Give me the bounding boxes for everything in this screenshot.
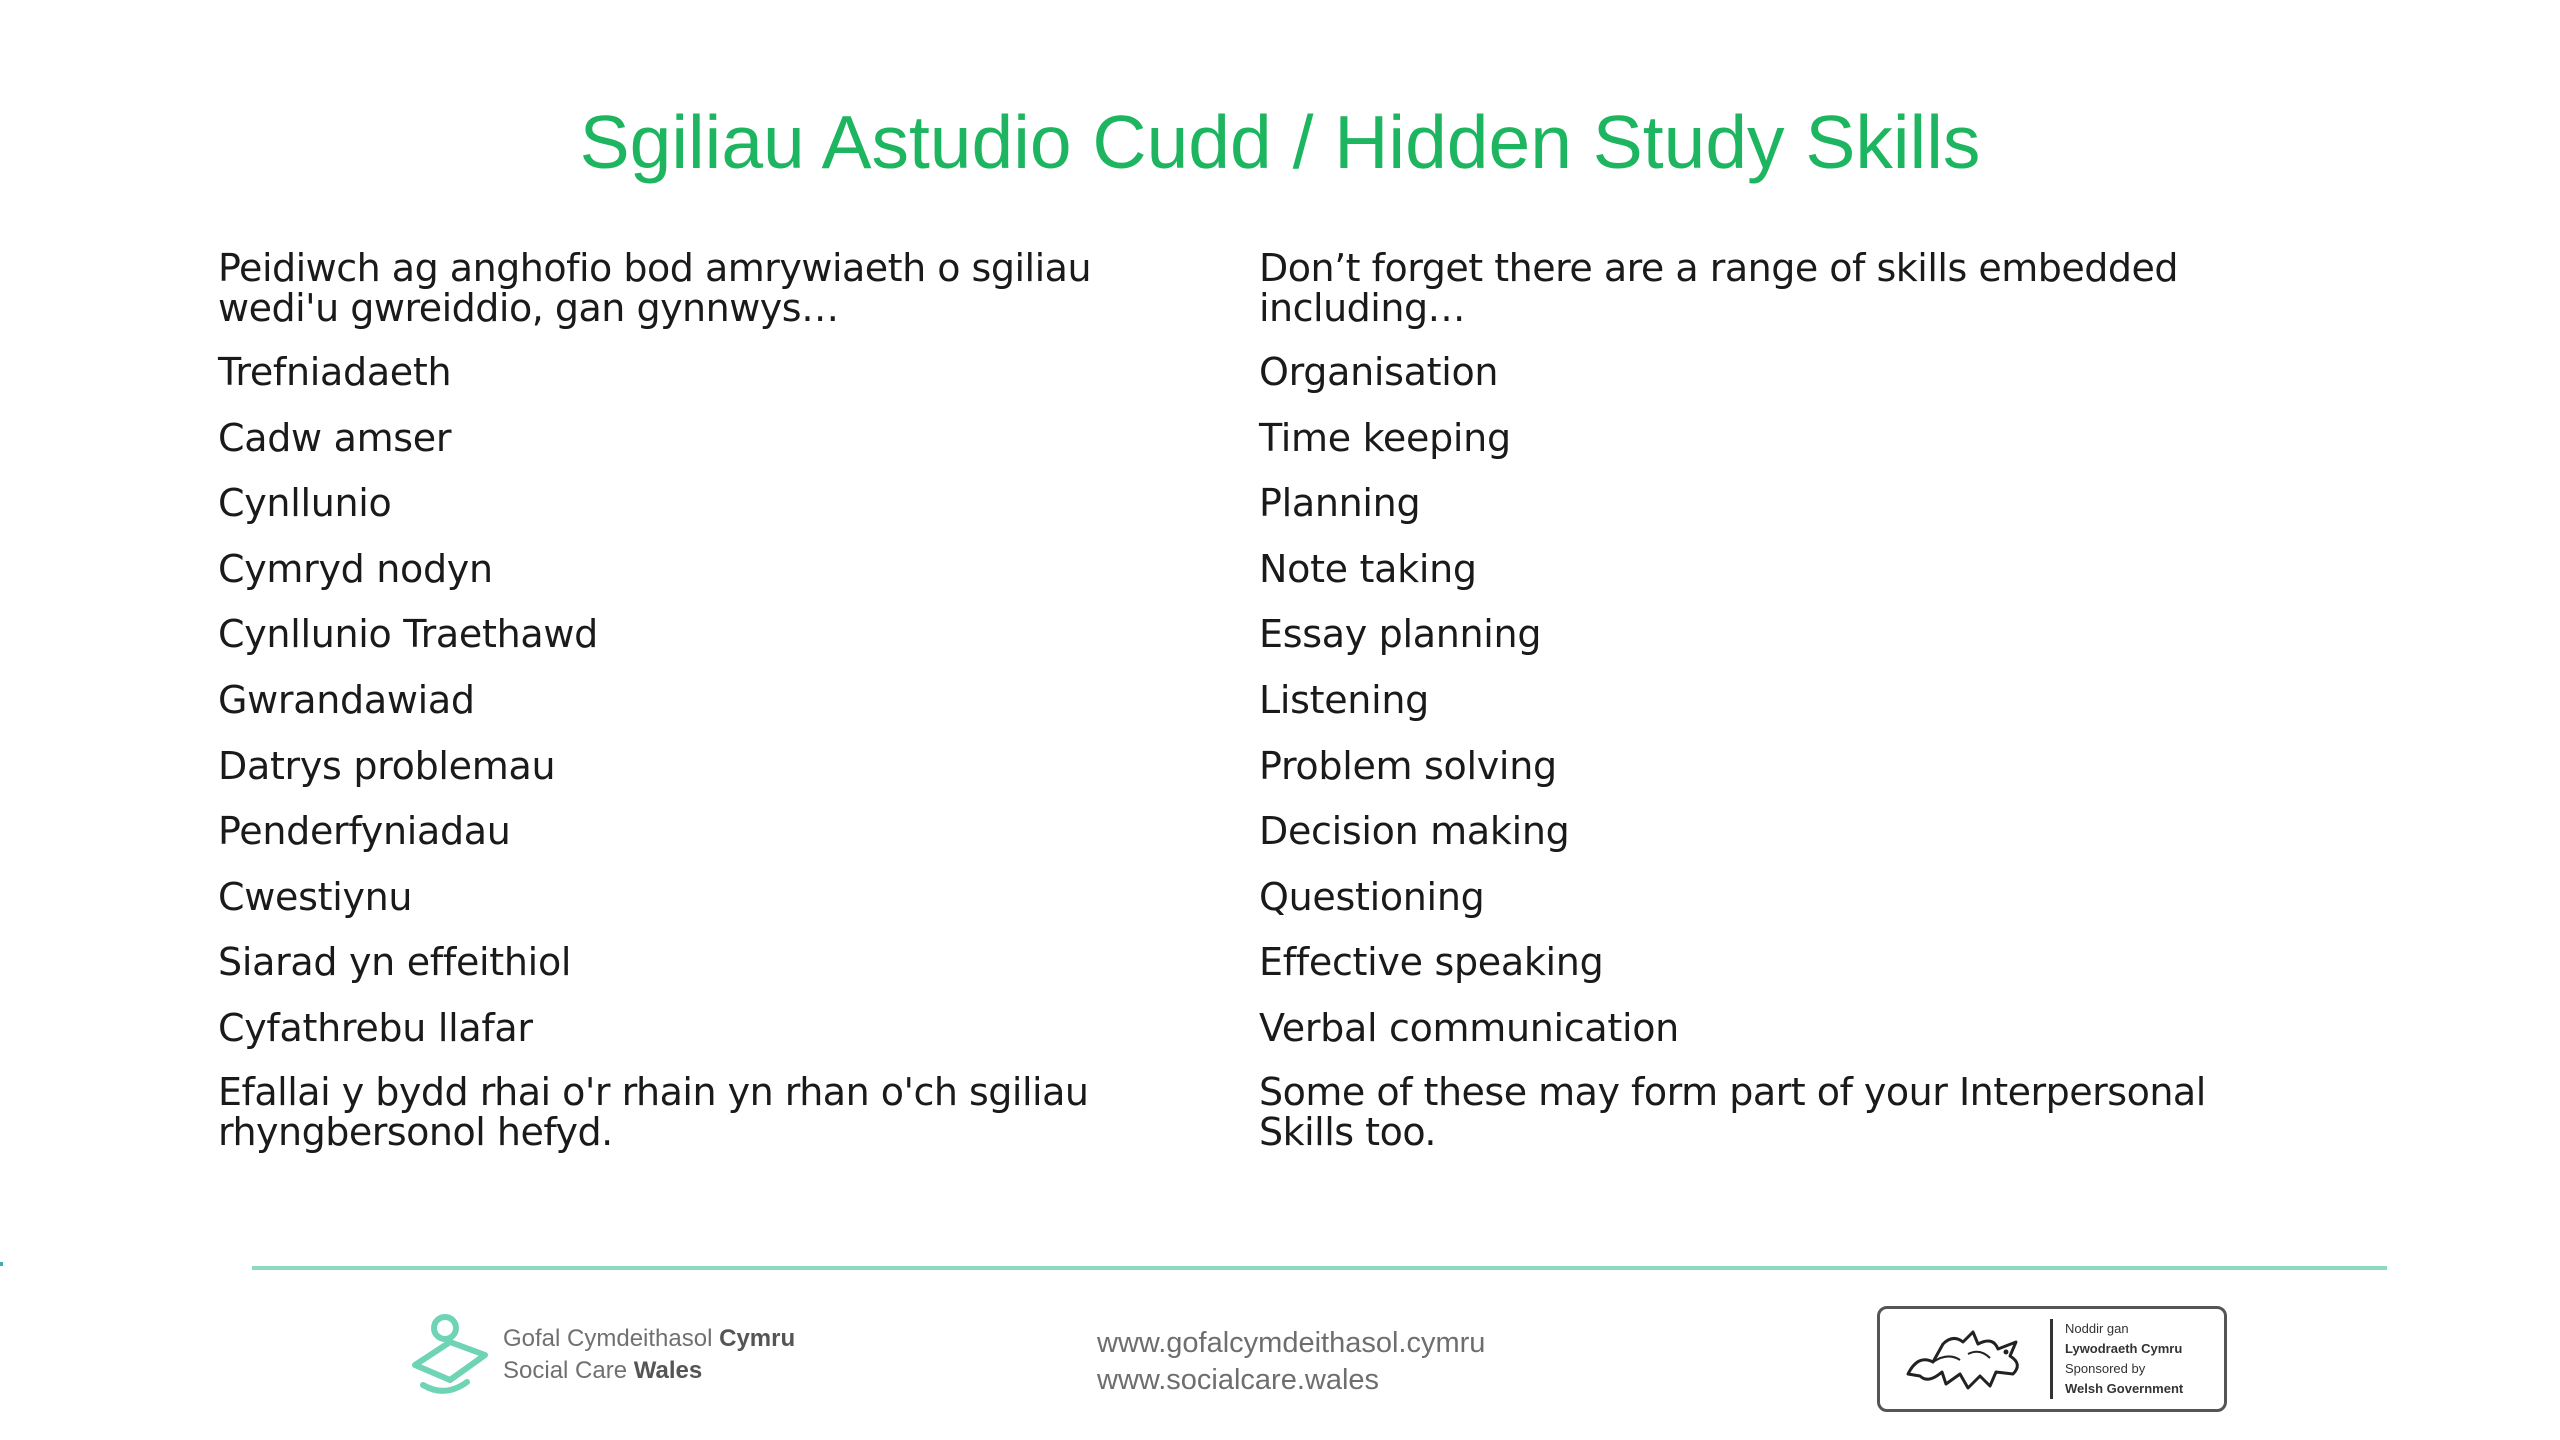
welsh-skill-item: Siarad yn effeithiol [218,940,572,985]
welsh-skill-item: Cyfathrebu llafar [218,1005,533,1050]
welsh-outro: Efallai y bydd rhai o'r rhain yn rhan o'ch sgiliau rhyngbersonol hefyd. [218,1069,1089,1154]
english-skill-item: Time keeping [1259,415,1511,460]
welsh-skill-item: Gwrandawiad [218,677,475,722]
welsh-government-sponsor-badge [1877,1306,2227,1412]
english-skill-item: Organisation [1259,350,1499,394]
welsh-skill-item: Cynllunio [218,481,392,526]
sponsor-line-bold: Welsh Government [2065,1381,2184,1396]
english-skill-item: Listening [1259,677,1429,722]
social-care-wales-emblem-icon [405,1310,495,1400]
sponsor-line: Sponsored by [2065,1361,2146,1376]
english-outro: Some of these may form part of your Interpersonal Skills too. [1259,1069,2206,1154]
sponsor-line [2065,1339,2183,1359]
logo-welsh-regular: Gofal Cymdeithasol [503,1325,713,1352]
url-english[interactable]: www.socialcare.wales [1097,1364,1380,1396]
slide-title: Sgiliau Astudio Cudd / Hidden Study Skills [579,100,1981,184]
welsh-skill-item: Cymryd nodyn [218,546,493,591]
logo-english-regular: Social Care [503,1357,628,1384]
sponsor-line [2065,1379,2183,1399]
english-intro: Don’t forget there are a range of skills embedded including… [1259,246,2178,330]
footer-divider [252,1266,2387,1270]
welsh-skill-item: Datrys problemau [218,743,556,788]
social-care-wales-logo [405,1310,795,1400]
sponsor-line-bold: Lywodraeth Cymru [2065,1341,2183,1356]
logo-line-welsh [503,1323,795,1355]
url-welsh[interactable]: www.gofalcymdeithasol.cymru [1097,1327,1486,1359]
english-skill-item: Questioning [1259,874,1485,919]
logo-text [503,1323,795,1387]
sponsor-text [2065,1319,2183,1399]
welsh-column [218,248,1218,1152]
welsh-skill-item: Penderfyniadau [218,809,511,854]
welsh-skill-item: Cwestiynu [218,874,413,919]
logo-welsh-bold: Cymru [719,1325,796,1352]
english-skill-item: Verbal communication [1259,1005,1679,1050]
welsh-skill-item: Cadw amser [218,415,452,460]
welsh-dragon-icon [1898,1314,2038,1404]
english-column [1259,248,2259,1152]
logo-english-bold: Wales [633,1357,703,1384]
sponsor-line: Noddir gan [2065,1321,2129,1336]
english-skill-item: Essay planning [1259,612,1542,657]
english-skill-item: Effective speaking [1259,940,1604,985]
english-skill-item: Planning [1259,481,1421,526]
english-skill-item: Note taking [1259,546,1477,591]
english-skill-item: Decision making [1259,809,1570,854]
footer-urls [1097,1325,1485,1399]
english-skill-item: Problem solving [1259,743,1557,788]
welsh-skill-item: Cynllunio Traethawd [218,612,598,657]
welsh-intro: Peidiwch ag anghofio bod amrywiaeth o sgiliau wedi'u gwreiddio, gan gynnwys… [218,246,1092,330]
sponsor-divider [2050,1319,2053,1399]
welsh-skill-item: Trefniadaeth [218,350,452,394]
logo-line-english [503,1355,795,1387]
edge-mark [0,1262,3,1266]
